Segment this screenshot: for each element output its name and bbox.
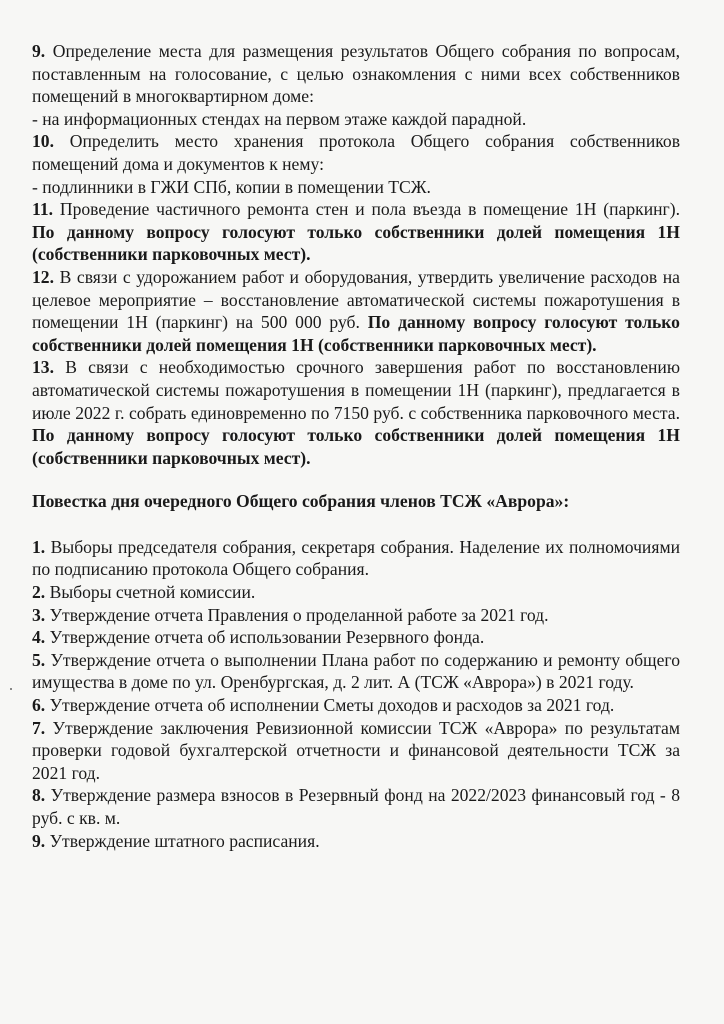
agenda-item-text: Выборы счетной комиссии. [45,582,256,603]
item-text: Проведение частичного ремонта стен и пола въезда в помещение 1Н (паркинг). [53,199,680,220]
item-voting-note: По данному вопросу голосуют только собственники долей помещения 1Н (собственники парковочных мест). [32,312,680,355]
agenda-item-number: 6. [32,695,46,716]
agenda-list [32,536,680,852]
agenda-item-9 [32,830,680,853]
agenda-item-8 [32,784,680,829]
item-10-subpoint: - подлинники в ГЖИ СПб, копии в помещении ТСЖ. [32,176,431,197]
item-text: В связи с удорожанием работ и оборудования, утвердить увеличение расходов на целевое мероприятие – восстановление автоматической системы пожаротушения в помещении 1Н (паркинг) на 500 000 руб. [32,266,680,333]
agenda-item-2 [32,581,680,604]
agenda-item-text: Утверждение отчета об исполнении Сметы доходов и расходов за 2021 год. [45,695,615,716]
agenda-item-5 [32,649,680,694]
item-text: В связи с необходимостью срочного завершения работ по восстановлению автоматической системы пожаротушения в помещении 1Н (паркинг), предлагается в июле 2022 г. собрать единовременно по 7150 руб. с собственника парковочного места. [32,357,680,423]
agenda-item-number: 4. [32,627,46,648]
item-9-subpoint: - на информационных стендах на первом этаже каждой парадной. [32,108,527,129]
agenda-item-text: Утверждение заключения Ревизионной комиссии ТСЖ «Аврора» по результатам проверки годовой бухгалтерской отчетности и финансовой деятельности ТСЖ за 2021 год. [32,717,680,783]
item-11-parking-repair [32,198,680,266]
agenda-item-text: Утверждение отчета о выполнении Плана работ по содержанию и ремонту общего имущества в доме по ул. Оренбургская, д. 2 лит. А (ТСЖ «Аврора») в 2021 году. [32,649,680,693]
item-13-fire-system-fee [32,356,680,469]
item-number: 9. [32,41,46,61]
item-text: Определение места для размещения результатов Общего собрания по вопросам, поставленным на голосование, с целью ознакомления с ними всех собственников помещений в многоквартирном доме: [32,41,680,107]
agenda-item-3 [32,604,680,627]
agenda-item-number: 2. [32,582,46,603]
agenda-item-number: 7. [32,717,46,738]
item-number: 12. [32,266,54,287]
item-12-fire-system-budget [32,266,680,356]
item-number: 13. [32,357,54,378]
agenda-item-4 [32,626,680,649]
agenda-item-7 [32,717,680,785]
scan-speck [10,688,12,690]
agenda-item-text: Утверждение размера взносов в Резервный фонд на 2022/2023 финансовый год - 8 руб. с кв. м. [32,785,680,828]
item-text: Определить место хранения протокола Общего собрания собственников помещений дома и документов к нему: [32,131,680,174]
agenda-item-number: 8. [32,785,46,806]
item-10-protocol-storage [32,130,680,175]
item-number: 10. [32,131,54,152]
item-number: 11. [32,199,54,220]
agenda-item-number: 1. [32,536,46,557]
agenda-item-text: Утверждение штатного расписания. [45,830,320,851]
agenda-item-number: 3. [32,604,46,625]
agenda-item-text: Выборы председателя собрания, секретаря собрания. Наделение их полномочиями по подписанию протокола Общего собрания. [32,536,680,580]
item-voting-note: По данному вопросу голосуют только собственники долей помещения 1Н (собственники парковочных мест). [32,221,680,265]
agenda-item-text: Утверждение отчета Правления о проделанной работе за 2021 год. [45,604,549,625]
agenda-title: Повестка дня очередного Общего собрания членов ТСЖ «Аврора»: [32,491,570,512]
agenda-item-text: Утверждение отчета об использовании Резервного фонда. [45,627,485,648]
agenda-item-6 [32,694,680,717]
agenda-item-number: 5. [32,649,46,670]
agenda-item-number: 9. [32,830,46,851]
item-voting-note: По данному вопросу голосуют только собственники долей помещения 1Н (собственники парковочных мест). [32,425,680,468]
agenda-item-1 [32,536,680,581]
item-9-resolution-placement [32,40,680,108]
